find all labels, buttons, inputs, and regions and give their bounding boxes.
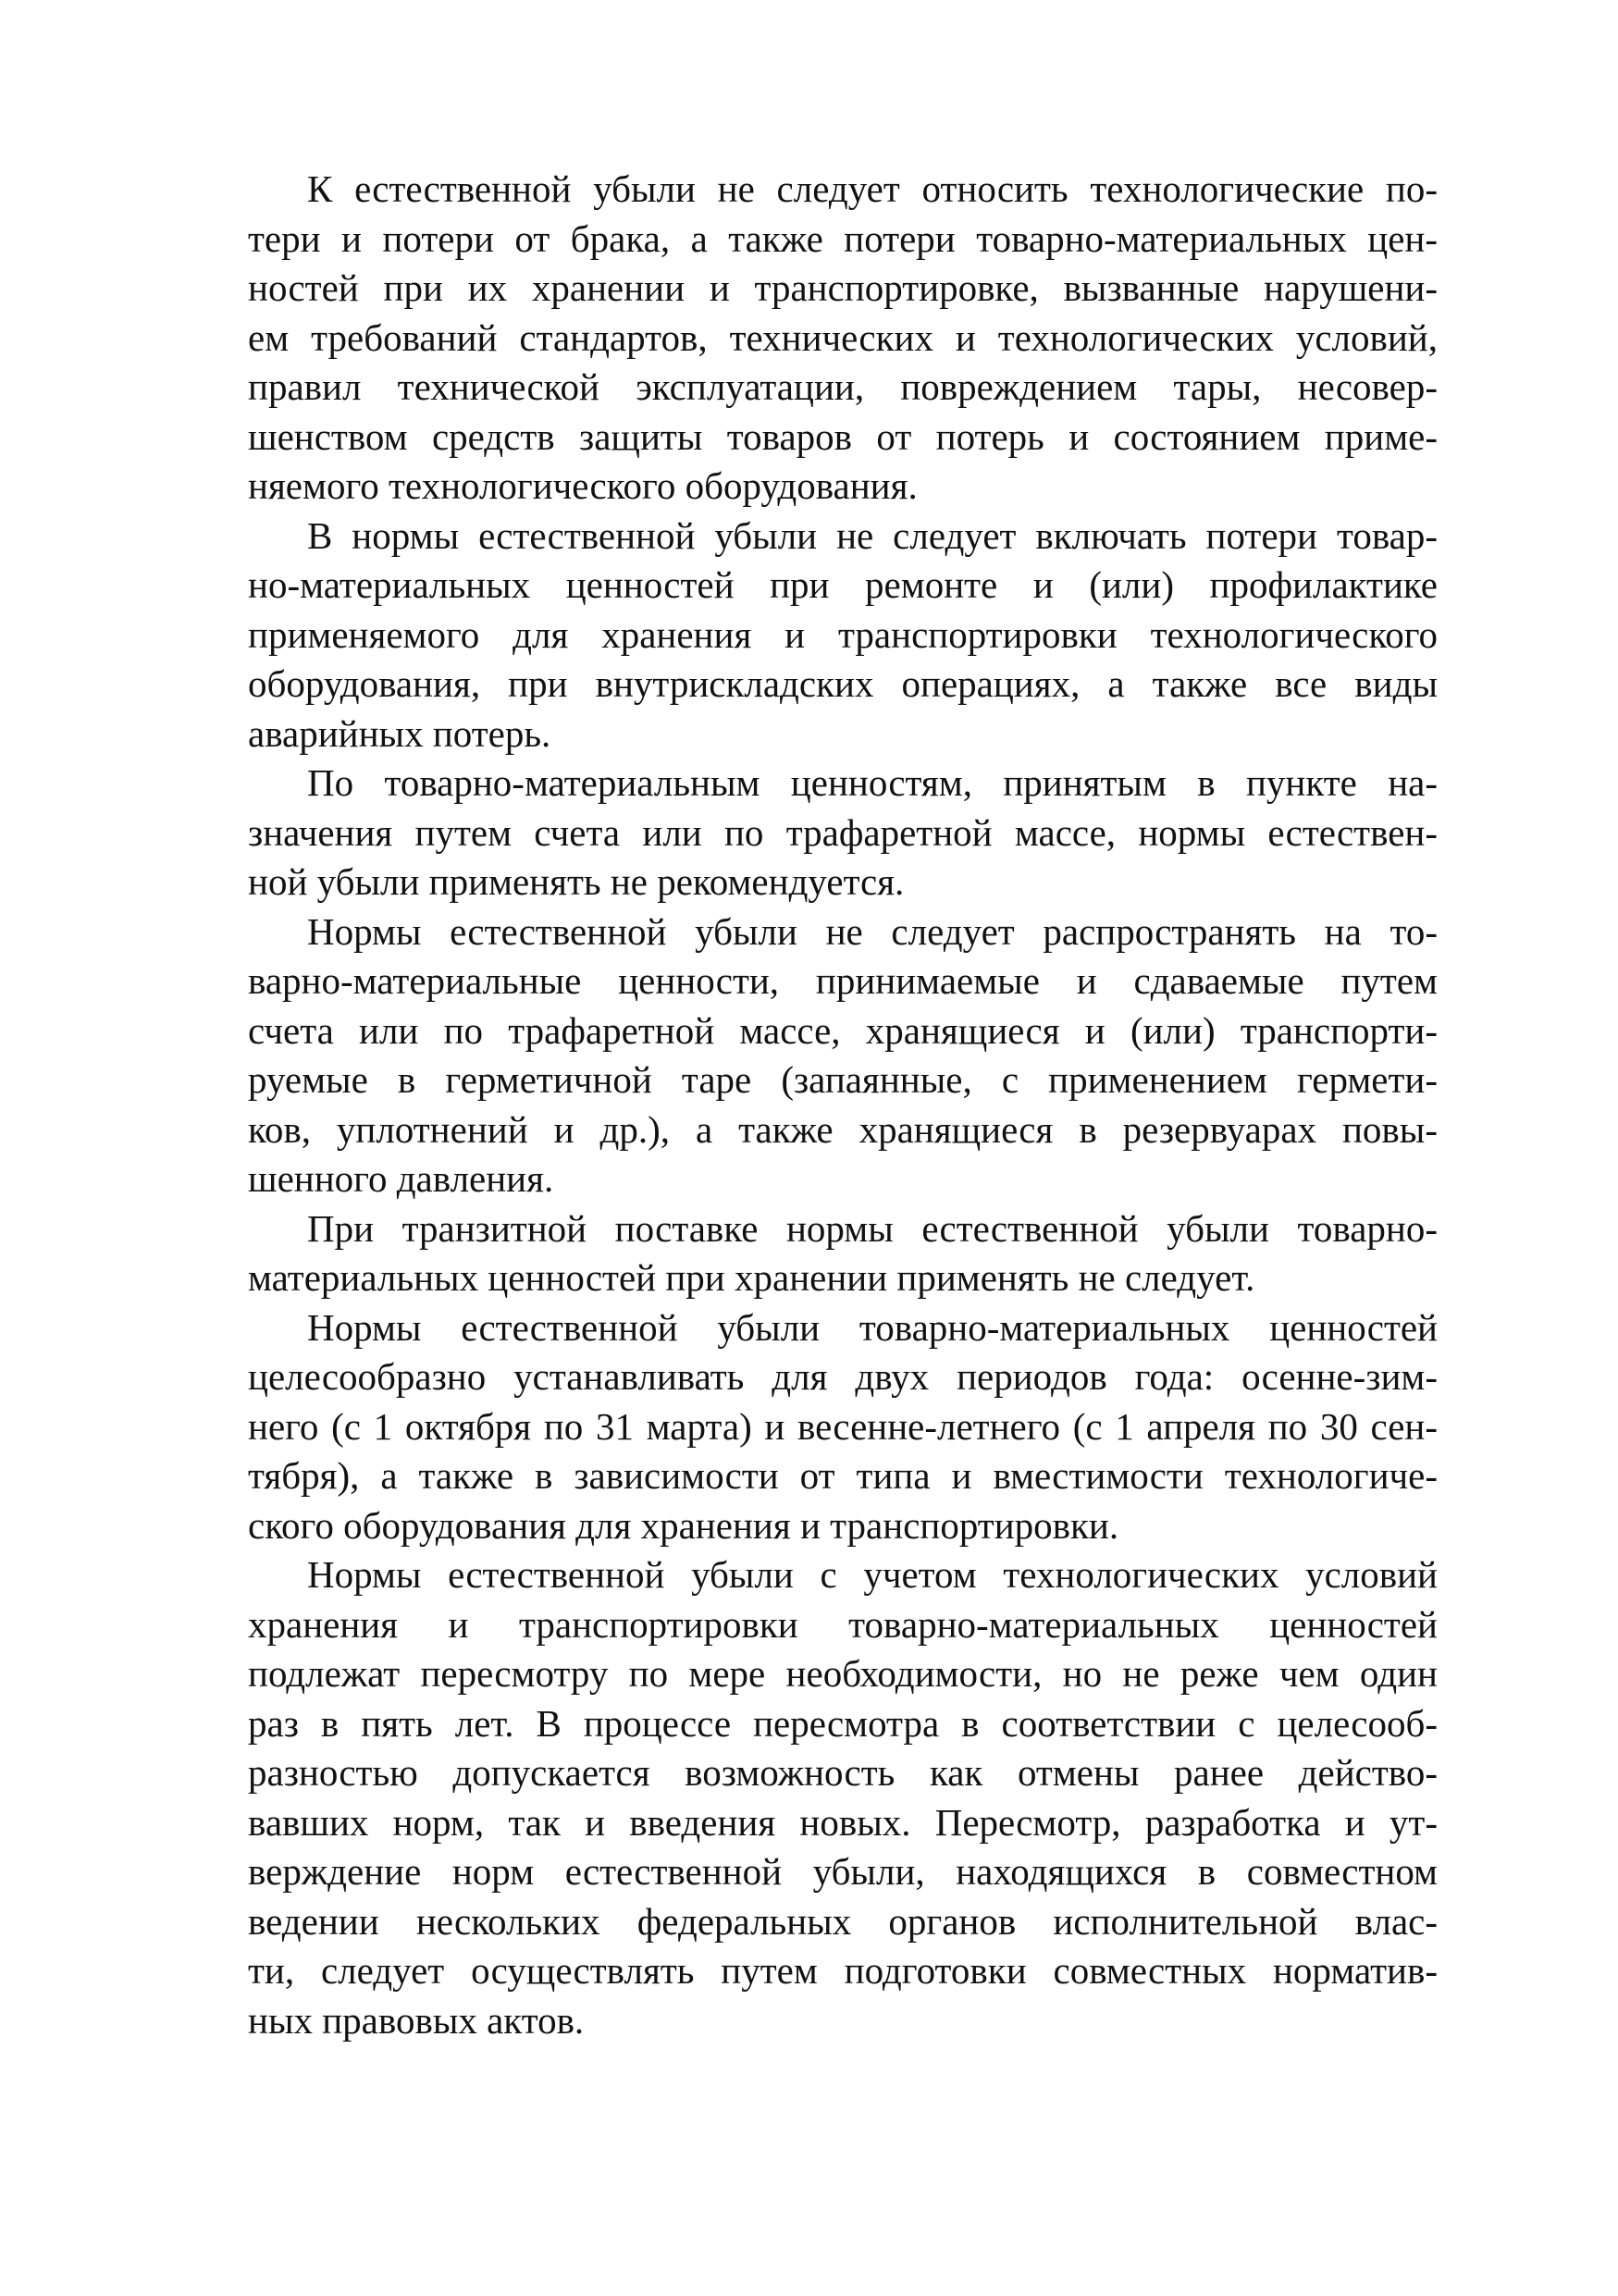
text-line: Нормы естественной убыли товарно-материальных ценностей: [307, 1305, 1438, 1349]
text-line: По товарно-материальным ценностям, принятым в пункте на-: [307, 761, 1438, 804]
text-line: верждение норм естественной убыли, находящихся в совместном: [248, 1850, 1438, 1893]
text-line: К естественной убыли не следует относить технологические по-: [307, 167, 1438, 210]
text-line: В нормы естественной убыли не следует включать потери товар-: [307, 513, 1438, 557]
text-line: руемые в герметичной таре (запаянные, с применением гермети-: [248, 1058, 1438, 1101]
text-line: ти, следует осуществлять путем подготовки совместных норматив-: [248, 1949, 1438, 1992]
text-line: значения путем счета или по трафаретной массе, нормы естествен-: [248, 810, 1438, 854]
body-text: [248, 165, 1438, 2045]
paragraph-1: [248, 165, 1438, 512]
text-line: Нормы естественной убыли не следует распространять на то-: [307, 909, 1438, 953]
text-line: него (с 1 октября по 31 марта) и весенне-летнего (с 1 апреля по 30 сен-: [248, 1404, 1438, 1448]
text-line: ков, уплотнений и др.), а также хранящиеся в резервуарах повы-: [248, 1107, 1438, 1151]
text-line: счета или по трафаретной массе, хранящиеся и (или) транспорти-: [248, 1008, 1438, 1052]
text-line: применяемого для хранения и транспортировки технологического: [248, 612, 1438, 656]
text-line: материальных ценностей при хранении применять не следует.: [248, 1256, 1255, 1299]
paragraph-4: [248, 907, 1438, 1204]
text-line: шенством средств защиты товаров от потерь и состоянием приме-: [248, 414, 1438, 458]
text-line: но-материальных ценностей при ремонте и (или) профилактике: [248, 563, 1438, 606]
text-line: ных правовых актов.: [248, 1998, 585, 2042]
paragraph-2: [248, 512, 1438, 759]
text-line: ем требований стандартов, технических и технологических условий,: [248, 315, 1438, 359]
text-line: ностей при их хранении и транспортировке, вызванные нарушени-: [248, 266, 1438, 309]
text-line: правил технической эксплуатации, повреждением тары, несовер-: [248, 365, 1438, 408]
text-line: целесообразно устанавливать для двух периодов года: осенне-зим-: [248, 1355, 1438, 1398]
text-line: ского оборудования для хранения и транспортировки.: [248, 1503, 1119, 1547]
paragraph-3: [248, 759, 1438, 907]
text-line: подлежат пересмотру по мере необходимости, но не реже чем один: [248, 1652, 1438, 1695]
text-line: раз в пять лет. В процессе пересмотра в соответствии с целесооб-: [248, 1701, 1438, 1745]
paragraph-6: [248, 1303, 1438, 1551]
text-line: шенного давления.: [248, 1157, 554, 1200]
text-line: ведении нескольких федеральных органов исполнительной влас-: [248, 1899, 1438, 1943]
text-line: варно-материальные ценности, принимаемые и сдаваемые путем: [248, 959, 1438, 1002]
text-line: разностью допускается возможность как отмены ранее действо-: [248, 1751, 1438, 1794]
text-line: вавших норм, так и введения новых. Пересмотр, разработка и ут-: [248, 1800, 1438, 1844]
paragraph-7: [248, 1550, 1438, 2045]
text-line: хранения и транспортировки товарно-материальных ценностей: [248, 1602, 1438, 1646]
text-line: тября), а также в зависимости от типа и вместимости технологиче-: [248, 1454, 1438, 1497]
text-line: аварийных потерь.: [248, 711, 551, 755]
text-line: Нормы естественной убыли с учетом технологических условий: [307, 1553, 1438, 1596]
text-line: При транзитной поставке нормы естественной убыли товарно-: [307, 1206, 1438, 1250]
text-line: няемого технологического оборудования.: [248, 464, 918, 507]
paragraph-5: [248, 1204, 1438, 1303]
text-line: тери и потери от брака, а также потери товарно-материальных цен-: [248, 216, 1438, 260]
text-line: ной убыли применять не рекомендуется.: [248, 860, 905, 903]
text-line: оборудования, при внутрискладских операциях, а также все виды: [248, 662, 1438, 705]
